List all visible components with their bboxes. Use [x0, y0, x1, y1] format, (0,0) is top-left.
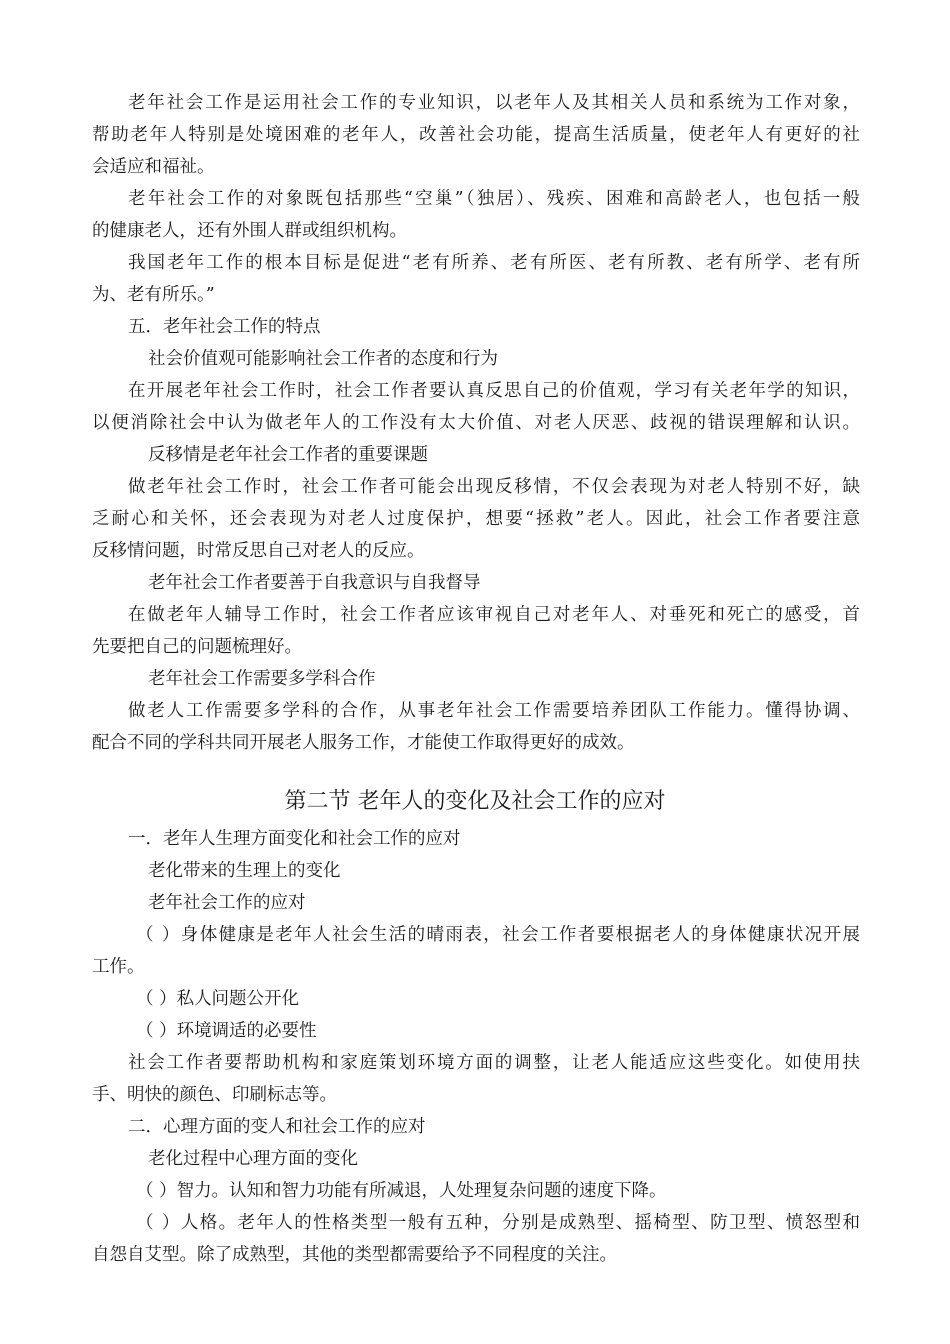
- subheading: 老年社会工作的应对: [148, 893, 306, 913]
- paragraph-line: 先要把自己的问题梳理好。: [92, 637, 302, 657]
- paragraph-line: 为、老有所乐。”: [92, 285, 215, 305]
- section-heading: 一．老年人生理方面变化和社会工作的应对: [128, 829, 461, 849]
- paragraph-line: 在开展老年社会工作时，社会工作者要认真反思自己的价值观，学习有关老年学的知识，: [128, 381, 860, 401]
- paragraph-line: 帮助老年人特别是处境困难的老年人，改善社会功能，提高生活质量，使老年人有更好的社: [92, 125, 860, 145]
- paragraph-line: 反移情问题，时常反思自己对老人的反应。: [92, 541, 425, 561]
- paragraph-line: 乏耐心和关怀，还会表现为对老人过度保护，想要“拯救”老人。因此，社会工作者要注意: [92, 509, 860, 529]
- subheading: 老化带来的生理上的变化: [148, 861, 341, 881]
- section-heading: 二．心理方面的变人和社会工作的应对: [128, 1117, 426, 1137]
- subheading: 反移情是老年社会工作者的重要课题: [148, 445, 428, 465]
- paragraph-line: 在做老年人辅导工作时，社会工作者应该审视自己对老年人、对垂死和死亡的感受，首: [128, 605, 860, 625]
- subheading: 社会价值观可能影响社会工作者的态度和行为: [148, 349, 498, 369]
- chapter-section-title: 第二节 老年人的变化及社会工作的应对: [284, 789, 666, 814]
- paragraph-line: 配合不同的学科共同开展老人服务工作，才能使工作取得更好的成效。: [92, 733, 635, 753]
- section-heading: 五．老年社会工作的特点: [128, 317, 321, 337]
- subheading: 老年社会工作需要多学科合作: [148, 669, 376, 689]
- paragraph-line: 老年社会工作是运用社会工作的专业知识，以老年人及其相关人员和系统为工作对象，: [128, 93, 860, 113]
- paragraph-line: 手、明快的颜色、印刷标志等。: [92, 1085, 337, 1105]
- list-item: （ ）私人问题公开化: [136, 989, 300, 1009]
- paragraph-line: 以便消除社会中认为做老年人的工作没有太大价值、对老人厌恶、歧视的错误理解和认识。: [92, 413, 860, 433]
- paragraph-line: 工作。: [92, 957, 145, 977]
- subheading: 老年社会工作者要善于自我意识与自我督导: [148, 573, 481, 593]
- subheading: 老化过程中心理方面的变化: [148, 1149, 358, 1169]
- paragraph-line: 会适应和福祉。: [92, 157, 215, 177]
- paragraph-line: 自怨自艾型。除了成熟型，其他的类型都需要给予不同程度的关注。: [92, 1245, 617, 1265]
- paragraph-line: 我国老年工作的根本目标是促进“老有所养、老有所医、老有所教、老有所学、老有所: [128, 253, 860, 273]
- list-item: （ ）人格。老年人的性格类型一般有五种，分别是成熟型、摇椅型、防卫型、愤怒型和: [136, 1213, 860, 1233]
- list-item: （ ）身体健康是老年人社会生活的晴雨表，社会工作者要根据老人的身体健康状况开展: [136, 925, 860, 945]
- paragraph-line: 的健康老人，还有外围人群或组织机构。: [92, 221, 407, 241]
- paragraph-line: 做老年社会工作时，社会工作者可能会出现反移情，不仅会表现为对老人特别不好，缺: [128, 477, 860, 497]
- paragraph-line: 老年社会工作的对象既包括那些“空巢”（独居）、残疾、困难和高龄老人，也包括一般: [128, 189, 860, 209]
- list-item: （ ）智力。认知和智力功能有所减退，人处理复杂问题的速度下降。: [136, 1181, 667, 1201]
- paragraph-line: 做老人工作需要多学科的合作，从事老年社会工作需要培养团队工作能力。懂得协调、: [128, 701, 860, 721]
- list-item: （ ）环境调适的必要性: [136, 1021, 317, 1041]
- paragraph-line: 社会工作者要帮助机构和家庭策划环境方面的调整，让老人能适应这些变化。如使用扶: [128, 1053, 860, 1073]
